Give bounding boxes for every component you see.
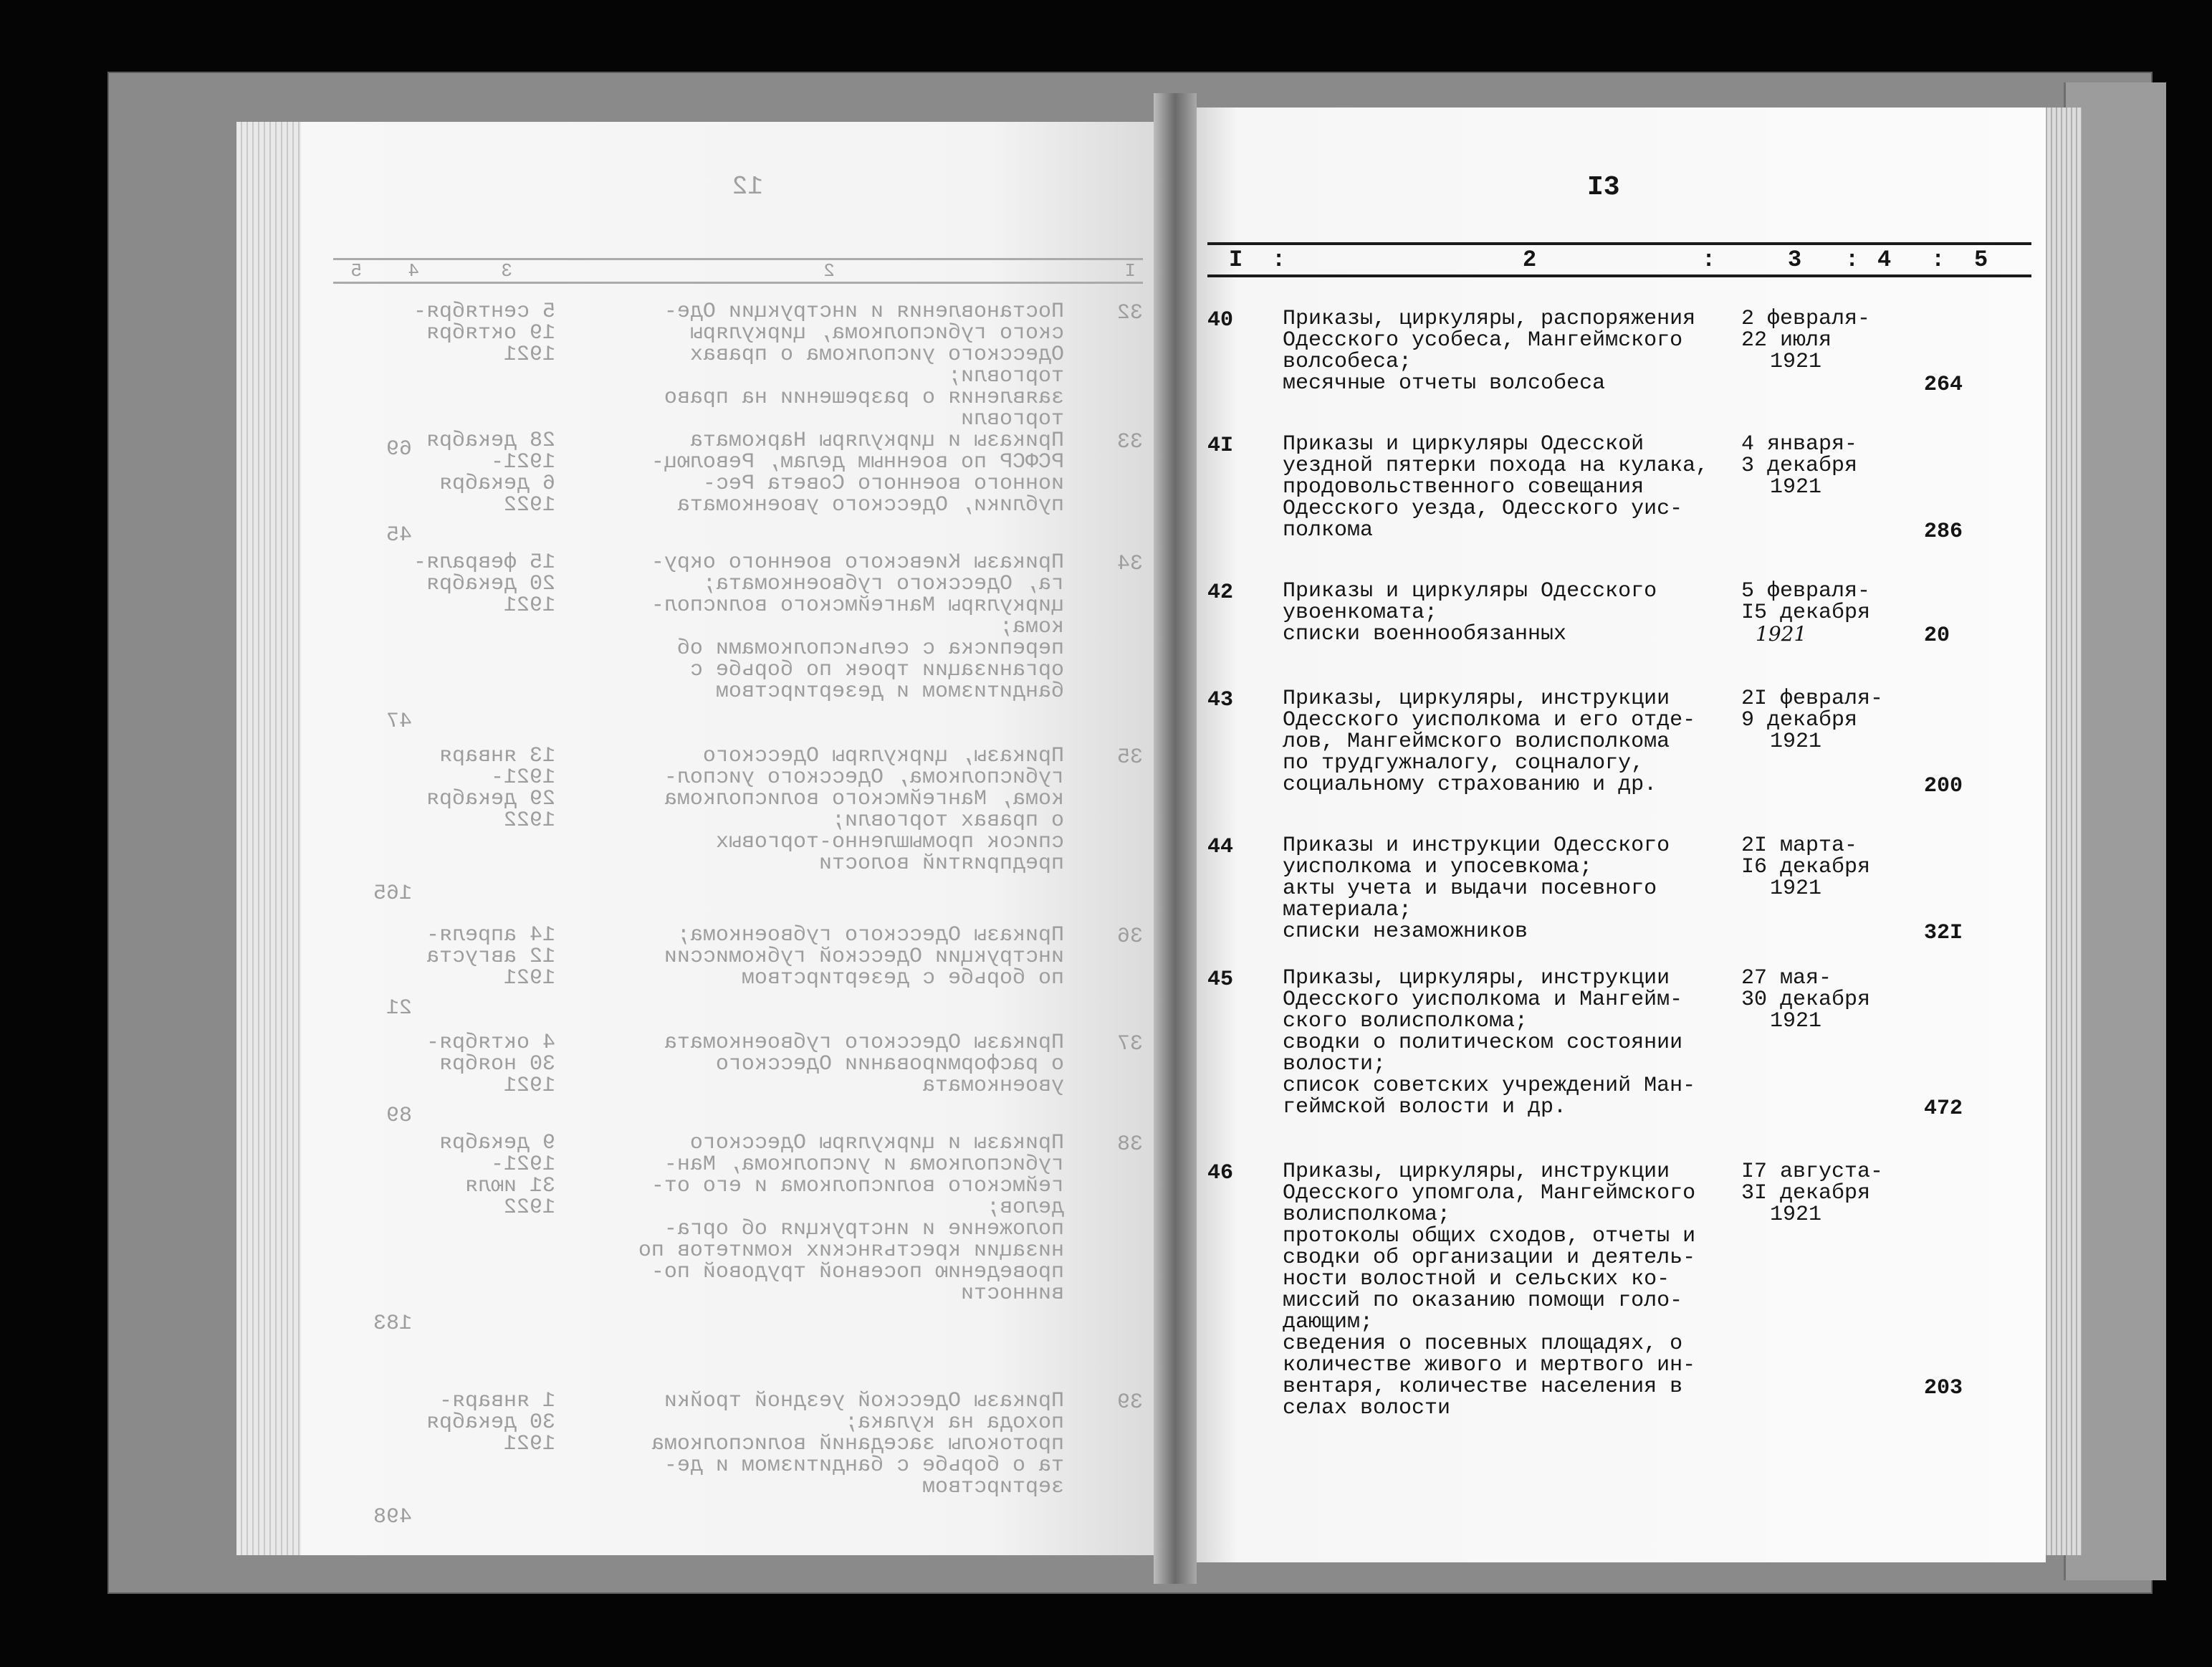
ghost-sheet-count: 69 (386, 437, 412, 462)
entry-title (1283, 688, 1705, 796)
entry-title-line: лов, Мангеймского волисполкома (1283, 730, 1670, 754)
ghost-date-line: 13 января (439, 744, 555, 768)
ghost-entry-dates (426, 744, 555, 833)
entry-number: 42 (1207, 581, 1234, 605)
ghost-title-line: циркуляры Мангеймского волиспол- (651, 593, 1064, 618)
ghost-title-line: бандитизмом и дезертирством (715, 679, 1064, 704)
entry-title-line: материала; (1283, 898, 1412, 922)
entry-title-line: Приказы и циркуляры Одесского (1283, 579, 1657, 603)
ghost-date-line: 1921- (490, 765, 555, 790)
ghost-entry-number: 38 (1116, 1132, 1143, 1157)
entry-title-line: Приказы, циркуляры, распоряжения (1283, 307, 1696, 331)
ghost-title-line: по борьбе с дезертирством (741, 966, 1064, 990)
ghost-sheet-count: 21 (386, 996, 412, 1021)
entry-date-line: 1921 (1756, 622, 1807, 646)
ghost-title-line: Постановления и инструкции Оде- (664, 300, 1064, 324)
entry-date-line: 27 мая- (1741, 966, 1832, 990)
entry-date-line: 2 февраля- (1741, 307, 1871, 331)
ghost-title-line: организации троек по борьбе с (689, 658, 1064, 682)
ghost-entry-dates (426, 923, 555, 990)
ghost-col-1: I (1124, 260, 1136, 282)
entry-title-line: уездной пятерки похода на кулака, (1283, 454, 1709, 478)
entry-title-line: Приказы и циркуляры Одесской (1283, 432, 1644, 457)
column-header-separator: : (1931, 247, 1945, 273)
entry-dates (1741, 688, 1906, 753)
ghost-col-3: 3 (501, 260, 512, 282)
ghost-entry-dates (426, 1031, 555, 1098)
ghost-title-line: винности (960, 1281, 1064, 1306)
ghost-title-line: Приказы Киевского военного окру- (651, 550, 1064, 575)
entry-title-line: Одесского уисполкома и его отде- (1283, 708, 1696, 732)
entry-title-line: сведения о посевных площадях, о (1283, 1332, 1683, 1356)
entry-date-line: I6 декабря (1741, 855, 1871, 879)
ghost-entry-title (634, 745, 1064, 874)
entry-title-line: списки военнообязанных (1283, 622, 1567, 646)
ghost-entry-title (634, 1032, 1064, 1097)
entry-title-line: акты учета и выдачи посевного (1283, 877, 1657, 901)
entry-date-line: 22 июля (1741, 328, 1832, 353)
ghost-sheet-count: 89 (386, 1104, 412, 1128)
ghost-date-line: 31 июля (464, 1174, 555, 1198)
entry-title (1283, 968, 1705, 1118)
entry-title-line: волсобеса; (1283, 350, 1412, 374)
entry-title-line: Приказы, циркуляры, инструкции (1283, 966, 1670, 990)
entry-number: 43 (1207, 688, 1234, 712)
ghost-sheet-count: 45 (386, 523, 412, 548)
entry-title-line: список советских учреждений Ман- (1283, 1074, 1696, 1098)
entry-dates (1741, 1161, 1906, 1226)
ghost-entry-title (634, 1390, 1064, 1498)
ghost-entry-title (634, 430, 1064, 516)
ghost-col-5: 5 (350, 260, 362, 282)
entry-number: 46 (1207, 1161, 1234, 1185)
entry-dates (1741, 308, 1906, 373)
ghost-col-4: 4 (408, 260, 419, 282)
ghost-title-line: проведению посевной трудовой по- (651, 1260, 1064, 1284)
ghost-title-line: РСФСР по военным делам, Революц- (651, 450, 1064, 474)
entry-title-line: Приказы, циркуляры, инструкции (1283, 1160, 1670, 1184)
entry-title (1283, 835, 1705, 942)
entry-date-line: 1921 (1770, 1203, 1822, 1227)
entry-title-line: увоенкомата; (1283, 601, 1438, 625)
ghost-entry-title (634, 925, 1064, 989)
sheet-count: 203 (1924, 1376, 1963, 1400)
entry-title (1283, 581, 1705, 645)
entry-date-line: 3 декабря (1741, 454, 1858, 478)
column-header-3: 3 (1788, 247, 1802, 273)
entry-date-line: 30 декабря (1741, 988, 1871, 1012)
ghost-title-line: положение и инструкция об орга- (664, 1217, 1064, 1241)
ghost-date-line: 1922 (503, 808, 555, 833)
right-page-content (1186, 108, 2046, 1562)
ghost-entry-title (634, 301, 1064, 430)
column-header-separator: : (1702, 247, 1716, 273)
ghost-date-line: 5 сентября- (413, 300, 555, 324)
entry-title-line: волисполкома; (1283, 1203, 1451, 1227)
entry-title-line: селах волости (1283, 1396, 1451, 1420)
ghost-entry-dates (413, 300, 555, 367)
entry-title-line: геймской волости и др. (1283, 1095, 1567, 1119)
ghost-date-line: 14 апреля- (426, 923, 555, 947)
entry-title (1283, 308, 1705, 394)
ghost-title-line: заявления о разрешении на право (664, 386, 1064, 410)
ghost-entry-number: 36 (1116, 925, 1143, 949)
ghost-entry-number: 34 (1116, 552, 1143, 576)
ghost-title-line: предприятий волости (818, 851, 1064, 876)
ghost-title-line: кома; (999, 615, 1064, 639)
column-header-4: 4 (1877, 247, 1892, 273)
entry-title-line: полкома (1283, 518, 1374, 543)
ghost-entry-title (634, 552, 1064, 702)
entry-title-line: ского волисполкома; (1283, 1009, 1528, 1033)
ghost-date-line: 30 декабря (426, 1410, 555, 1435)
ghost-date-line: 1922 (503, 1195, 555, 1220)
ghost-date-line: 12 августа (426, 945, 555, 969)
sheet-count: 20 (1924, 624, 1950, 648)
ghost-date-line: 1921 (503, 966, 555, 990)
entry-date-line: 5 февраля- (1741, 579, 1871, 603)
ghost-title-line: протоколы заседаний волисполкома (651, 1432, 1064, 1456)
ghost-title-line: геймского волисполкома и его от- (651, 1174, 1064, 1198)
ghost-title-line: публики, Одесского увоенкомата (676, 493, 1064, 517)
ghost-entry-number: 33 (1116, 430, 1143, 454)
ghost-date-line: 19 октября (426, 321, 555, 345)
entry-number: 40 (1207, 308, 1234, 333)
entry-date-line: I5 декабря (1741, 601, 1871, 625)
entry-dates (1741, 581, 1906, 645)
entry-date-line: 2I марта- (1741, 834, 1858, 858)
entry-date-line: 3I декабря (1741, 1181, 1871, 1205)
entry-title-line: миссий по оказанию помощи голо- (1283, 1289, 1683, 1313)
ghost-entry-title (634, 1132, 1064, 1304)
entry-title-line: Приказы и инструкции Одесского (1283, 834, 1670, 858)
header-rule-bottom (1207, 274, 2031, 277)
ghost-title-line: Приказы Одесского губвоенкома; (676, 923, 1064, 947)
entry-title-line: протоколы общих сходов, отчеты и (1283, 1224, 1696, 1248)
ghost-date-line: 6 декабря (439, 472, 555, 496)
entry-dates (1741, 968, 1906, 1032)
ghost-entry-dates (413, 550, 555, 618)
ghost-title-line: га, Одесского губвоенкомата; (702, 572, 1064, 596)
ghost-title-line: Приказы и циркуляры Наркомата (689, 429, 1064, 453)
ghost-entry-number: 39 (1116, 1390, 1143, 1415)
entry-title (1283, 432, 1709, 543)
entry-dates (1741, 434, 1906, 498)
entry-title-line: уисполкома и упосевкома; (1283, 855, 1593, 879)
ghost-date-line: 1922 (503, 493, 555, 517)
ghost-title-line: зертирством (921, 1475, 1064, 1499)
ghost-title-line: переписка с сельисполкомами об (676, 636, 1064, 661)
ghost-page-number: 12 (732, 172, 763, 201)
page-edges-right (2042, 108, 2082, 1555)
sheet-count: 286 (1924, 520, 1963, 544)
column-header-5: 5 (1974, 247, 1988, 273)
entry-title-line: волости; (1283, 1052, 1387, 1076)
ghost-entry-number: 35 (1116, 745, 1143, 770)
ghost-date-line: 4 октября- (426, 1031, 555, 1055)
ghost-title-line: ского губисполкома, циркуляры (689, 321, 1064, 345)
ghost-entry-number: 37 (1116, 1032, 1143, 1056)
entry-date-line: I7 августа- (1741, 1160, 1884, 1184)
ghost-title-line: Приказы и циркуляры Одесского (689, 1131, 1064, 1155)
ghost-date-line: 9 декабря (439, 1131, 555, 1155)
ghost-date-line: 28 декабря (426, 429, 555, 453)
entry-date-line: 1921 (1770, 877, 1822, 901)
entry-title-line: Приказы, циркуляры, инструкции (1283, 687, 1670, 711)
ghost-date-line: 1921 (503, 343, 555, 367)
sheet-count: 264 (1924, 373, 1963, 397)
column-header-1: I (1229, 247, 1243, 273)
ghost-date-line: 1921- (490, 1152, 555, 1177)
sheet-count: 472 (1924, 1097, 1963, 1121)
entry-title-line: по трудгужналогу, соцналогу, (1283, 751, 1644, 775)
ghost-date-line: 29 декабря (426, 787, 555, 811)
entry-date-line: 1921 (1770, 730, 1822, 754)
ghost-sheet-count: 183 (373, 1312, 412, 1336)
ghost-entry-number: 32 (1116, 301, 1143, 325)
entry-date-line: 4 января- (1741, 432, 1858, 457)
ghost-title-line: похода на кулака; (844, 1410, 1064, 1435)
ghost-date-line: 15 февраля- (413, 550, 555, 575)
ghost-title-line: список промышленно-торговых (715, 830, 1064, 854)
ghost-title-line: Приказы Одесской уездной тройки (664, 1389, 1064, 1413)
entry-title-line: количестве живого и мертвого ин- (1283, 1353, 1696, 1377)
entry-title (1283, 1161, 1705, 1419)
entry-title-line: Одесского усобеса, Мангеймского (1283, 328, 1683, 353)
entry-title-line: Одесского уезда, Одесского уис- (1283, 497, 1683, 521)
ghost-title-line: Одесского уисполкома о правах (689, 343, 1064, 367)
ghost-date-line: 1 января- (439, 1389, 555, 1413)
ghost-date-line: 1921 (503, 593, 555, 618)
entry-title-line: месячные отчеты волсобеса (1283, 371, 1606, 396)
entry-title-line: сводки об организации и деятель- (1283, 1246, 1696, 1270)
entry-date-line: 1921 (1770, 1009, 1822, 1033)
sheet-count: 32I (1924, 921, 1963, 945)
entry-title-line: Одесского уисполкома и Мангейм- (1283, 988, 1683, 1012)
ghost-title-line: торговли (960, 407, 1064, 431)
ghost-date-line: 1921- (490, 450, 555, 474)
ghost-title-line: губисполкома, Одесского уиспол- (664, 765, 1064, 790)
entry-date-line: 9 декабря (1741, 708, 1858, 732)
ghost-title-line: увоенкомата (921, 1074, 1064, 1098)
ghost-date-line: 1921 (503, 1074, 555, 1098)
ghost-title-line: ионного военного Совета Рес- (702, 472, 1064, 496)
column-header-2: 2 (1523, 247, 1537, 273)
ghost-title-line: губисполкома и уисполкома, Ман- (664, 1152, 1064, 1177)
ghost-date-line: 30 ноября (439, 1052, 555, 1076)
header-rule-top (1207, 242, 2031, 245)
ghost-title-line: Приказы, циркуляры Одесского (702, 744, 1064, 768)
left-page-ghost-text (301, 122, 1164, 1555)
entry-title-line: вентаря, количестве населения в (1283, 1375, 1683, 1399)
ghost-title-line: Приказы Одесского губвоенкомата (664, 1031, 1064, 1055)
ghost-column-header (333, 258, 1143, 284)
entry-title-line: списки незаможников (1283, 920, 1528, 944)
page-number: I3 (1587, 172, 1620, 203)
entry-number: 4I (1207, 434, 1234, 458)
ghost-entry-dates (426, 429, 555, 517)
ghost-entry-dates (441, 1132, 555, 1218)
entry-date-line: 1921 (1770, 350, 1822, 374)
ghost-title-line: низации крестьянских комитетов по (638, 1238, 1064, 1263)
entry-title-line: продовольственного совещания (1283, 475, 1644, 500)
ghost-date-line: 20 декабря (426, 572, 555, 596)
entry-title-line: сводки о политическом состоянии (1283, 1031, 1683, 1055)
entry-title-line: дающим; (1283, 1310, 1374, 1334)
ghost-sheet-count: 498 (373, 1505, 412, 1529)
entry-title-line: ности волостной и сельских ко- (1283, 1267, 1670, 1291)
ghost-title-line: инструкции Одесской губкомиссии (664, 945, 1064, 969)
ghost-title-line: о правах торговли; (831, 808, 1064, 833)
entry-title-line: Одесского упомгола, Мангеймского (1283, 1181, 1696, 1205)
entry-number: 44 (1207, 835, 1234, 859)
entry-number: 45 (1207, 968, 1234, 992)
entry-dates (1741, 835, 1906, 899)
sheet-count: 200 (1924, 774, 1963, 798)
column-header-separator: : (1845, 247, 1859, 273)
ghost-title-line: кома, Мангеймского волисполкома (664, 787, 1064, 811)
entry-title-line: социальному страхованию и др. (1283, 773, 1657, 797)
ghost-title-line: торговли; (947, 364, 1064, 388)
ghost-col-2: 2 (823, 260, 835, 282)
ghost-date-line: 1921 (503, 1432, 555, 1456)
ghost-sheet-count: 47 (386, 710, 412, 734)
ghost-title-line: делов; (986, 1195, 1064, 1220)
ghost-title-line: о расформировании Одесского (715, 1052, 1064, 1076)
ghost-sheet-count: 165 (373, 882, 412, 906)
ghost-entry-dates (426, 1389, 555, 1456)
column-header-separator: : (1272, 247, 1286, 273)
ghost-title-line: та о борьбе с бандитизмом и де- (664, 1453, 1064, 1478)
entry-date-line: 1921 (1770, 475, 1822, 500)
entry-date-line: 2I февраля- (1741, 687, 1884, 711)
